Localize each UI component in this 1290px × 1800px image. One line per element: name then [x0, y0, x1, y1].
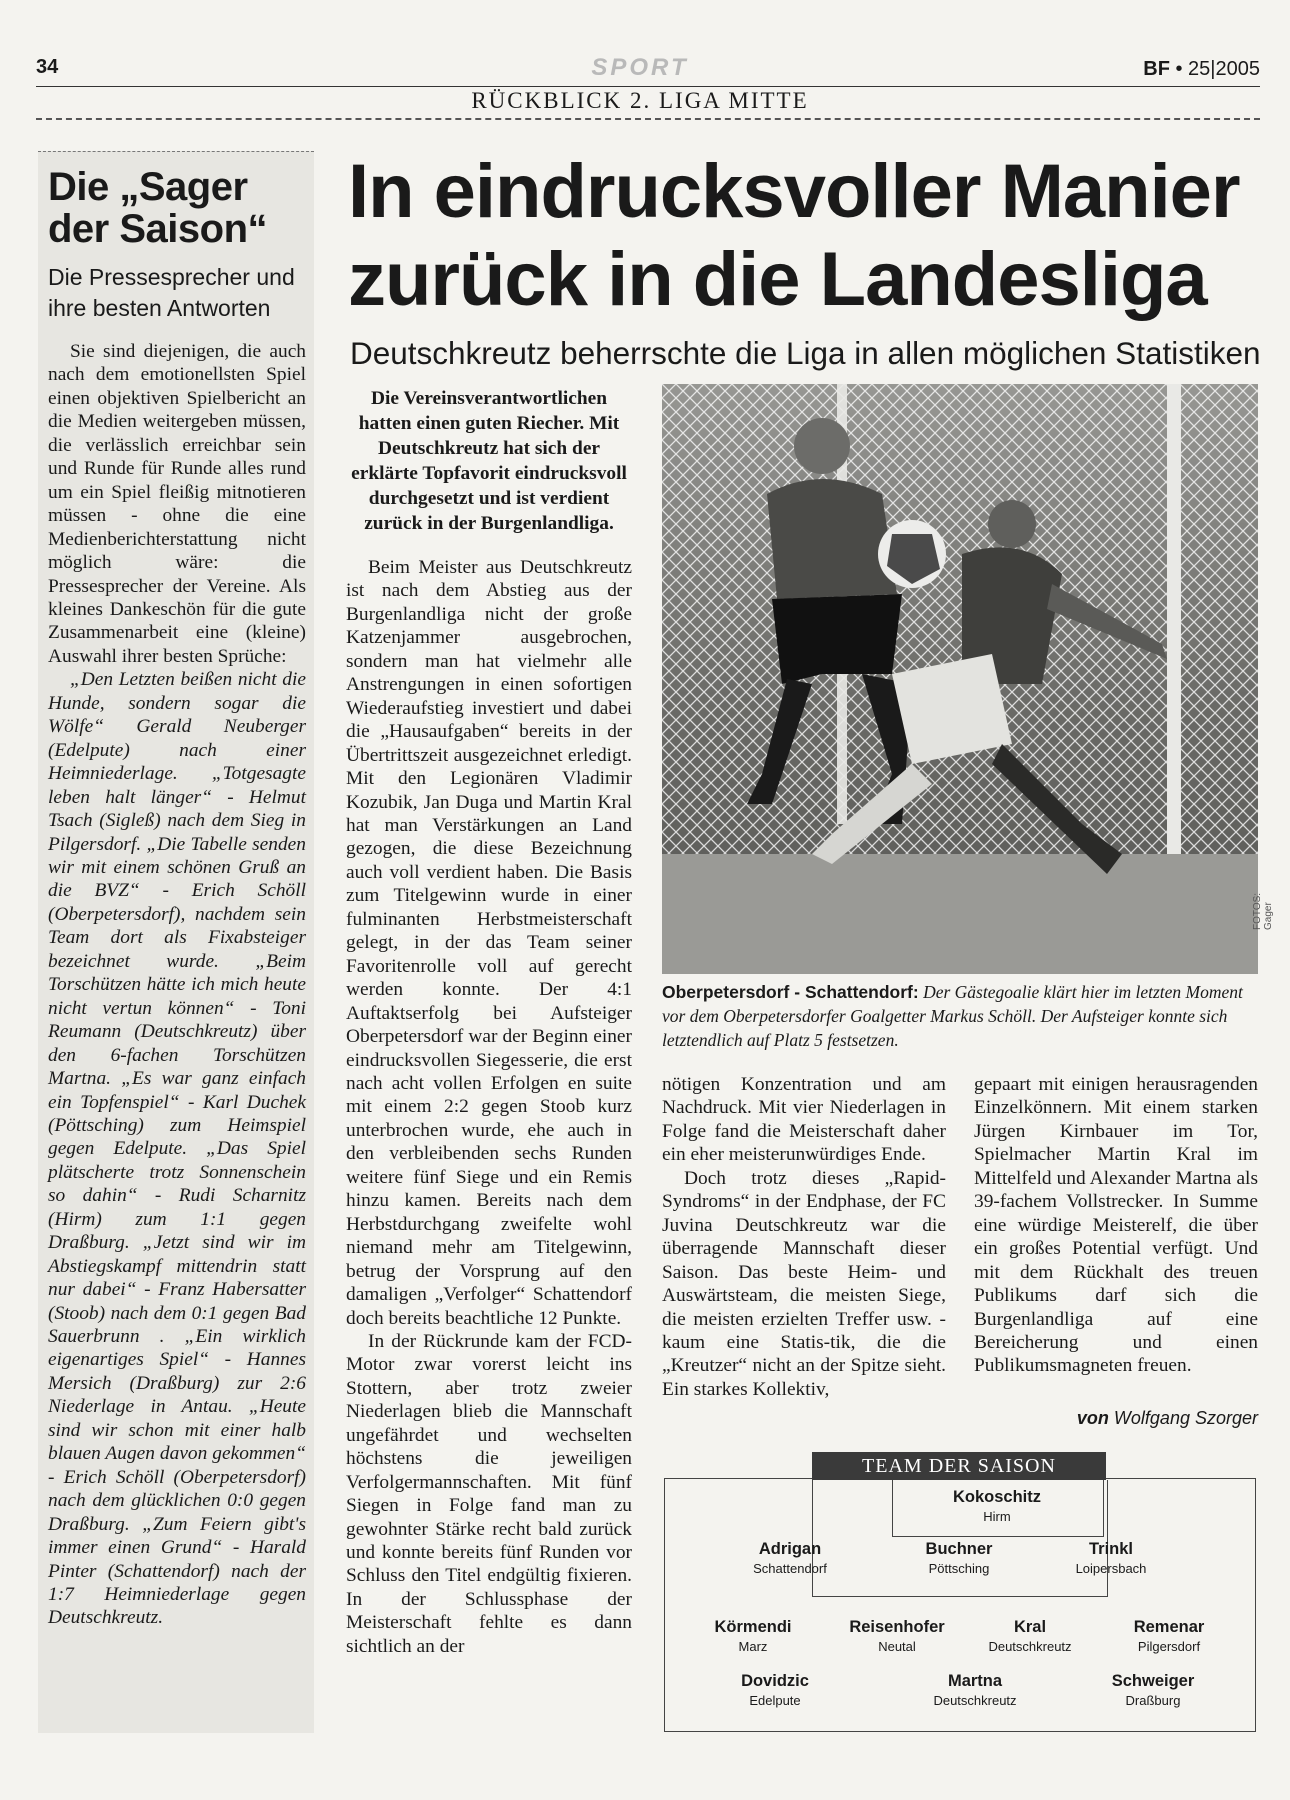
- page-number: 34: [36, 56, 59, 78]
- player-slot: [922, 1488, 1072, 1524]
- sidebar-title-line2: der Saison“: [48, 207, 268, 251]
- player-name: Martna: [947, 1672, 1003, 1690]
- headline-line2: zurück in die Landesliga: [348, 237, 1207, 322]
- player-club: Loipersbach: [1075, 1561, 1147, 1576]
- sidebar-quotes: „Den Letzten beißen nicht die Hunde, sondern sogar die Wölfe“ Gerald Neuberger (Edelpute) nach einer Heimniederlage. „Totgesagte leben halt länger“ - Helmut Tsach (Sigleß) nach dem Sieg in Pilgersdorf. „Die Tabelle senden wir mit einem schönen Gruß an die BVZ“ - Erich Schöll (Oberpetersdorf), nachdem sein Team dort als Fixabsteiger bezeichnet wurde. „Beim Torschützen hätte ich mich heute nicht vertun können“ - Toni Reumann (Deutschkreutz) über den 6-fachen Torschützen Martna. „Es war ganz einfach ein Topfenspiel“ - Karl Duchek (Pöttsching) zum Heimspiel gegen Edelpute. „Das Spiel plätscherte trotz Sonnenschein so dahin“ - Rudi Scharnitz (Hirm) zum 1:1 gegen Draßburg. „Jetzt sind wir im Abstiegskampf mittendrin statt nur dabei“ - Franz Habersatter (Stoob) nach dem 0:1 gegen Bad Sauerbrunn . „Ein wirklich eigenartiges Spiel“ - Hannes Mersich (Draßburg) zur 2:6 Niederlage in Antau. „Heute sind wir schon mit einer halb blauen Augen davon gekommen“ - Erich Schöll (Oberpetersdorf) nach dem glücklichen 0:0 gegen Draßburg. „Zum Feiern gibt's immer einen Grund“ - Harald Pinter (Schattendorf) nach der 1:7 Heimniederlage gegen Deutschkreutz.: [48, 669, 306, 1629]
- player-slot: [884, 1540, 1034, 1576]
- player-slot: [900, 1672, 1050, 1708]
- player-club: Pöttsching: [928, 1561, 990, 1576]
- photo-credit: FOTOS: Gager: [1252, 892, 1274, 930]
- paragraph: nötigen Konzentration und am Nachdruck. Mit vier Niederlagen in Folge fand die Meisterschaft daher ein eher meisterunwürdiges Ende.: [662, 1074, 946, 1166]
- player-name: Kral: [1013, 1618, 1047, 1636]
- player-slot: [1036, 1540, 1186, 1576]
- byline-prefix: von: [1076, 1408, 1109, 1428]
- player-name: Trinkl: [1088, 1540, 1133, 1558]
- player-name: Remenar: [1133, 1618, 1205, 1636]
- dashed-divider: [36, 118, 1260, 120]
- player-name: Dovidzic: [741, 1672, 809, 1690]
- headline-line1: In eindrucksvoller Manier: [348, 149, 1240, 234]
- paragraph: Beim Meister aus Deutschkreutz ist nach dem Abstieg aus der Burgenlandliga nicht der große Katzenjammer ausgebrochen, sondern man hat vielmehr alle Anstrengungen in einen sofortigen Wiederaufstieg investiert und dabei die „Hausaufgaben“ bereits in der Übertrittszeit ausgezeichnet erledigt. Mit den Legionären Vladimir Kozubik, Jan Duga und Martin Kral hat man Verstärkungen an Land gezogen, die diese Bezeichnung auch voll verdient haben. Die Basis zum Titelgewinn wurde in einer fulminanten Herbstmeisterschaft gelegt, in der das Team seiner Favoritenrolle voll auf gerecht werden konnte. Der 4:1 Auftaktserfolg bei Aufsteiger Oberpetersdorf war der Beginn einer eindrucksvollen Siegesserie, die erst nach acht vollen Erfolgen en suite mit einem 2:2 gegen Stoob kurz unterbrochen wurde, ehe auch in den verbleibenden sechs Runden weitere fünf Siege und ein Remis hinzu kamen. Bereits nach dem Herbstdurchgang zweifelte wohl niemand mehr am Titelgewinn, betrug der Vorsprung auf den damaligen „Verfolger“ Schattendorf doch bereits beachtliche 12 Punkte.: [346, 557, 632, 1329]
- sidebar-dashed-rule: [38, 151, 314, 152]
- issue-number: • 25|2005: [1175, 58, 1260, 80]
- player-slot: [1094, 1618, 1244, 1654]
- paragraph: In der Rückrunde kam der FCD-Motor zwar vorerst leicht ins Stottern, aber trotz zweier Niederlagen blieb die Mannschaft ungefährdet und wechselten höchstens die jeweiligen Verfolgermannschaften. Mit fünf Siegen in Folge fand man zu gewohnter Stärke recht bald zurück und konnte bereits fünf Runden vor Schluss den Titel endgültig fixieren. In der Schlussphase der Meisterschaft fehlte es dann sichtlich an der: [346, 1330, 632, 1657]
- sidebar-title: [48, 166, 288, 250]
- paragraph: Doch trotz dieses „Rapid-Syndroms“ in der Endphase, der FC Juvina Deutschkreutz war die überragende Mannschaft dieser Saison. Das beste Heim- und Auswärtsteam, die meisten Siege, die meisten erzielten Treffer usw. - kaum eine Statis-tik, die die „Kreutzer“ nicht an der Spitze sieht. Ein starkes Kollektiv,: [662, 1167, 946, 1400]
- header-rule: [36, 86, 1260, 87]
- football-photo-illustration: [662, 384, 1258, 974]
- player-slot: [700, 1672, 850, 1708]
- issue-info: [1143, 58, 1260, 81]
- player-slot: [822, 1618, 972, 1654]
- player-club: Deutschkreutz: [988, 1639, 1072, 1654]
- player-slot: [715, 1540, 865, 1576]
- player-club: Neutal: [878, 1639, 916, 1654]
- player-name: Schweiger: [1111, 1672, 1195, 1690]
- sidebar-subtitle: Die Pressesprecher und ihre besten Antworten: [48, 264, 295, 321]
- player-club: Edelpute: [749, 1693, 801, 1708]
- player-club: Schattendorf: [753, 1561, 827, 1576]
- article-lead: Die Vereinsverantwortlichen hatten einen guten Riecher. Mit Deutschkreutz hat sich der erklärte Topfavorit eindrucksvoll durchgesetzt und ist verdient zurück in der Burgenlandliga.: [351, 388, 627, 534]
- caption-label: Oberpetersdorf - Schattendorf:: [662, 982, 919, 1002]
- player-slot: [678, 1618, 828, 1654]
- player-club: Hirm: [983, 1509, 1011, 1524]
- sidebar-title-line1: Die „Sager: [48, 165, 248, 209]
- byline: [1077, 1408, 1258, 1429]
- byline-author: Wolfgang Szorger: [1113, 1408, 1258, 1428]
- caption-text: Der Gästegoalie klärt hier im letzten Moment vor dem Oberpetersdorfer Goalgetter Markus Schöll. Der Aufsteiger konnte sich letztendlich auf Platz 5 festsetzen.: [662, 982, 1243, 1050]
- article-column-1: [346, 556, 632, 1658]
- page-subhead: RÜCKBLICK 2. LIGA MITTE: [471, 88, 809, 113]
- player-club: Deutschkreutz: [933, 1693, 1017, 1708]
- player-club: Pilgersdorf: [1137, 1639, 1201, 1654]
- player-name: Körmendi: [714, 1618, 792, 1636]
- article-deck: Deutschkreutz beherrschte die Liga in allen möglichen Statistiken: [350, 335, 1261, 371]
- article-column-3: [974, 1073, 1258, 1378]
- sidebar-intro: Sie sind diejenigen, die auch nach dem emotionellsten Spiel einen objektiven Spielbericht an die Medien weitergeben müssen, die verlässlich erreichbar sein und Runde für Runde alles rund um ein Spiel fleißig mitnotieren müssen - ohne die eine Medienberichterstattung nicht möglich wäre: die Pressesprecher der Vereine. Als kleines Dankeschön für die gute Zusammenarbeit eine (kleine) Auswahl ihrer besten Sprüche:: [48, 341, 306, 667]
- player-name: Adrigan: [758, 1540, 822, 1558]
- issue-brand: BF: [1143, 58, 1170, 80]
- player-club: Marz: [738, 1639, 768, 1654]
- section-label: SPORT: [591, 54, 689, 81]
- team-title: TEAM DER SAISON: [812, 1452, 1106, 1480]
- match-photo: [662, 384, 1258, 974]
- photo-caption: [662, 980, 1258, 1052]
- article-headline: [348, 148, 1268, 324]
- player-slot: [955, 1618, 1105, 1654]
- article-column-2: [662, 1073, 946, 1401]
- paragraph: gepaart mit einigen herausragenden Einzelkönnern. Mit einem starken Jürgen Kirnbauer im Tor, Spielmacher Martin Kral im Mittelfeld und Alexander Martna als 39-fachem Vollstrecker. In Summe eine würdige Meisterelf, die über ein großes Potential verfügt. Und mit dem Rückhalt des treuen Publikums darf sich die Burgenlandliga auf eine Bereicherung und einen Publikumsmagneten freuen.: [974, 1074, 1258, 1377]
- sidebar-body: [48, 340, 306, 1630]
- player-name: Buchner: [925, 1540, 993, 1558]
- player-name: Kokoschitz: [952, 1488, 1041, 1506]
- player-club: Draßburg: [1125, 1693, 1181, 1708]
- player-name: Reisenhofer: [849, 1618, 945, 1636]
- player-slot: [1078, 1672, 1228, 1708]
